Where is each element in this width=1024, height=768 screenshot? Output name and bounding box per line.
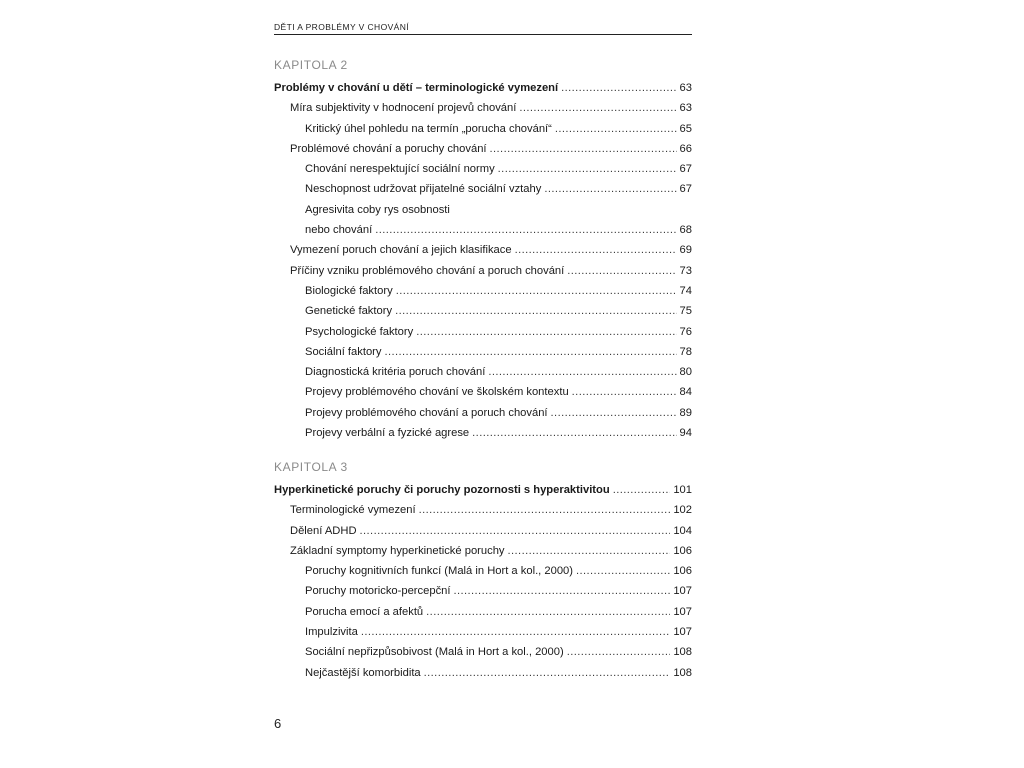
running-head: DĚTI A PROBLÉMY V CHOVÁNÍ — [274, 22, 692, 35]
toc-entry — [274, 240, 692, 260]
toc-entry-title: Terminologické vymezení — [290, 504, 416, 517]
toc-entry-title: Základní symptomy hyperkinetické poruchy — [290, 544, 505, 557]
toc-entry-title: Sociální nepřizpůsobivost (Malá in Hort a kol., 2000) — [305, 646, 564, 659]
toc-entry — [274, 500, 692, 520]
toc-entry — [274, 362, 692, 382]
toc-dot-leader — [561, 78, 676, 98]
toc-list-chapter-3 — [274, 480, 692, 683]
toc-entry-page: 67 — [679, 163, 692, 176]
chapter-label-2: KAPITOLA 2 — [274, 58, 348, 72]
toc-dot-leader — [384, 342, 676, 362]
toc-entry — [274, 622, 692, 642]
toc-entry — [274, 322, 692, 342]
toc-entry — [274, 561, 692, 581]
toc-dot-leader — [360, 521, 671, 541]
toc-entry-page: 76 — [679, 325, 692, 338]
toc-dot-leader — [567, 642, 671, 662]
toc-entry-title: Agresivita coby rys osobnosti — [305, 203, 450, 216]
toc-entry-title: Příčiny vzniku problémového chování a poruch chování — [290, 264, 565, 277]
toc-entry-page: 89 — [679, 406, 692, 419]
chapter-label-3: KAPITOLA 3 — [274, 460, 348, 474]
toc-entry-title: Problémové chování a poruchy chování — [290, 142, 487, 155]
toc-entry-title: Psychologické faktory — [305, 325, 414, 338]
toc-entry-title: Sociální faktory — [305, 345, 382, 358]
toc-dot-leader — [567, 261, 676, 281]
toc-entry-page: 106 — [673, 544, 692, 557]
toc-entry — [274, 581, 692, 601]
toc-entry-page: 107 — [673, 626, 692, 639]
toc-entry — [274, 663, 692, 683]
toc-entry-title: Nejčastější komorbidita — [305, 666, 421, 679]
toc-dot-leader — [515, 240, 677, 260]
toc-dot-leader — [519, 98, 676, 118]
toc-entry — [274, 98, 692, 118]
toc-entry — [274, 179, 692, 199]
toc-entry-title: Genetické faktory — [305, 305, 393, 318]
toc-entry-page: 102 — [673, 504, 692, 517]
toc-entry-title: Poruchy motoricko-percepční — [305, 585, 451, 598]
toc-dot-leader — [454, 581, 671, 601]
toc-entry-page: 73 — [679, 264, 692, 277]
toc-entry-title: Dělení ADHD — [290, 524, 357, 537]
toc-entry-page: 107 — [673, 585, 692, 598]
toc-entry-title: Projevy problémového chování ve školském kontextu — [305, 386, 569, 399]
toc-entry — [274, 480, 692, 500]
toc-entry — [274, 220, 692, 240]
book-page — [274, 0, 692, 768]
toc-entry — [274, 602, 692, 622]
toc-entry-page: 78 — [679, 345, 692, 358]
toc-entry-page: 107 — [673, 605, 692, 618]
toc-entry-page: 75 — [679, 305, 692, 318]
toc-entry-title: Biologické faktory — [305, 284, 393, 297]
toc-dot-leader — [613, 480, 671, 500]
toc-dot-leader — [396, 281, 677, 301]
page-number: 6 — [274, 716, 282, 731]
toc-dot-leader — [576, 561, 670, 581]
toc-entry — [274, 423, 692, 443]
toc-entry-title: Impulzivita — [305, 626, 358, 639]
toc-entry-page: 106 — [673, 565, 692, 578]
toc-entry — [274, 261, 692, 281]
toc-dot-leader — [375, 220, 676, 240]
toc-dot-leader — [426, 602, 670, 622]
toc-entry — [274, 403, 692, 423]
toc-entry-page: 63 — [679, 82, 692, 94]
toc-entry — [274, 78, 692, 98]
toc-entry-page: 101 — [673, 484, 692, 496]
toc-entry-title: Porucha emocí a afektů — [305, 605, 424, 618]
toc-entry-page: 84 — [679, 386, 692, 399]
toc-entry-page: 94 — [679, 427, 692, 440]
toc-entry — [274, 200, 692, 220]
toc-dot-leader — [424, 663, 671, 683]
toc-entry — [274, 382, 692, 402]
toc-entry-title: nebo chování — [305, 224, 373, 237]
toc-entry-page: 67 — [679, 183, 692, 196]
toc-entry-title: Hyperkinetické poruchy či poruchy pozornosti s hyperaktivitou — [274, 484, 610, 496]
toc-dot-leader — [498, 159, 677, 179]
toc-entry-title: Problémy v chování u dětí – terminologické vymezení — [274, 82, 559, 94]
toc-entry-page: 108 — [673, 666, 692, 679]
toc-dot-leader — [551, 403, 677, 423]
toc-entry — [274, 642, 692, 662]
toc-entry-title: Projevy problémového chování a poruch chování — [305, 406, 548, 419]
toc-entry-title: Míra subjektivity v hodnocení projevů chování — [290, 102, 517, 115]
toc-entry — [274, 342, 692, 362]
toc-entry-page: 63 — [679, 102, 692, 115]
toc-dot-leader — [361, 622, 670, 642]
toc-entry — [274, 159, 692, 179]
toc-dot-leader — [416, 322, 676, 342]
toc-entry — [274, 301, 692, 321]
toc-entry — [274, 541, 692, 561]
toc-entry-page: 65 — [679, 122, 692, 135]
toc-entry — [274, 119, 692, 139]
toc-entry-page: 74 — [679, 284, 692, 297]
toc-dot-leader — [490, 139, 677, 159]
toc-entry-page: 108 — [673, 646, 692, 659]
toc-dot-leader — [544, 179, 676, 199]
toc-entry-title: Projevy verbální a fyzické agrese — [305, 427, 470, 440]
toc-entry-page: 66 — [679, 142, 692, 155]
toc-entry-title: Poruchy kognitivních funkcí (Malá in Hort a kol., 2000) — [305, 565, 574, 578]
toc-entry-page: 104 — [673, 524, 692, 537]
toc-dot-leader — [419, 500, 671, 520]
toc-list-chapter-2 — [274, 78, 692, 443]
toc-dot-leader — [472, 423, 676, 443]
toc-entry-title: Vymezení poruch chování a jejich klasifikace — [290, 244, 512, 257]
toc-dot-leader — [555, 119, 677, 139]
toc-entry-title: Kritický úhel pohledu na termín „porucha chování“ — [305, 122, 552, 135]
toc-entry-title: Neschopnost udržovat přijatelné sociální vztahy — [305, 183, 542, 196]
toc-entry — [274, 281, 692, 301]
toc-dot-leader — [395, 301, 676, 321]
toc-dot-leader — [508, 541, 671, 561]
toc-entry-page: 68 — [679, 224, 692, 237]
toc-dot-leader — [572, 382, 677, 402]
toc-entry-title: Diagnostická kritéria poruch chování — [305, 366, 486, 379]
toc-entry — [274, 521, 692, 541]
toc-entry-page: 80 — [679, 366, 692, 379]
toc-entry — [274, 139, 692, 159]
toc-entry-title: Chování nerespektující sociální normy — [305, 163, 495, 176]
toc-entry-page: 69 — [679, 244, 692, 257]
toc-dot-leader — [488, 362, 676, 382]
